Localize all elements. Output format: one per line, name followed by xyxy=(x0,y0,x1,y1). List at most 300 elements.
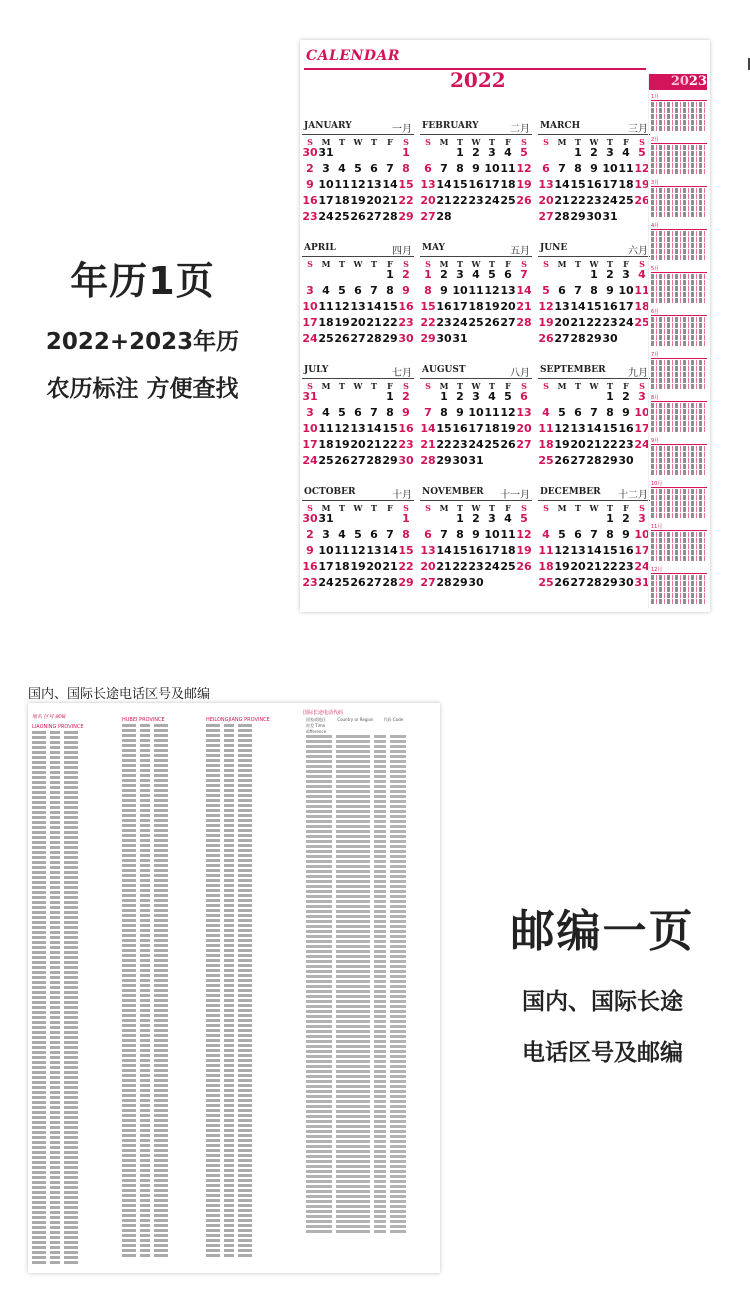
intl-row xyxy=(306,1140,436,1144)
day-cell xyxy=(586,513,602,529)
weekday-letter: S xyxy=(521,381,527,391)
day-cell xyxy=(436,423,452,439)
month-name-en: DECEMBER xyxy=(540,487,601,497)
day-number: 5 xyxy=(542,284,550,297)
day-cell xyxy=(366,391,382,407)
weekday-letter: T xyxy=(575,381,581,391)
day-cell xyxy=(350,513,366,529)
day-number: 20 xyxy=(516,422,532,435)
day-cell xyxy=(350,163,366,179)
day-cell xyxy=(586,423,602,439)
day-cell xyxy=(350,407,366,423)
intl-row xyxy=(306,750,436,754)
intl-row xyxy=(306,875,436,879)
day-cell xyxy=(484,545,500,561)
mini-week-row xyxy=(651,335,707,340)
day-number: 30 xyxy=(602,332,618,345)
postcode-row xyxy=(122,1164,172,1168)
weekday-letter: F xyxy=(505,137,511,147)
postcode-row xyxy=(206,849,270,853)
day-number: 31 xyxy=(318,146,334,159)
day-cell xyxy=(302,301,318,317)
weekday-letter: W xyxy=(589,381,599,391)
postcode-row xyxy=(206,994,270,998)
mini-week-row xyxy=(651,329,707,334)
postcode-row xyxy=(206,1189,270,1193)
day-cell xyxy=(570,407,586,423)
day-number: 18 xyxy=(484,422,500,435)
weekday-letter: W xyxy=(589,503,599,513)
lunar-note xyxy=(586,345,602,349)
day-cell xyxy=(334,179,350,195)
lunar-note xyxy=(302,589,318,593)
day-cell xyxy=(366,407,382,423)
day-number: 31 xyxy=(602,210,618,223)
day-number: 10 xyxy=(618,284,634,297)
day-number: 14 xyxy=(382,178,398,191)
day-cell xyxy=(602,195,618,211)
day-cell xyxy=(602,529,618,545)
day-cell xyxy=(318,561,334,577)
day-cell xyxy=(468,269,484,285)
day-number: 26 xyxy=(538,332,554,345)
day-cell xyxy=(570,455,586,471)
day-cell xyxy=(618,269,634,285)
day-number: 20 xyxy=(366,560,382,573)
day-cell xyxy=(436,545,452,561)
day-cell xyxy=(302,439,318,455)
lunar-note xyxy=(538,589,554,593)
postcode-row xyxy=(122,734,172,738)
day-cell xyxy=(602,545,618,561)
day-number: 1 xyxy=(440,390,448,403)
day-cell xyxy=(302,211,318,227)
postcode-row xyxy=(32,1211,84,1215)
postcode-row xyxy=(206,959,270,963)
intl-row xyxy=(306,1000,436,1004)
day-cell xyxy=(420,147,436,163)
weekday-letter: S xyxy=(307,259,313,269)
mini-week-row xyxy=(651,102,707,107)
day-number: 27 xyxy=(554,332,570,345)
day-number: 13 xyxy=(366,178,382,191)
postcode-row xyxy=(122,1044,172,1048)
day-number: 19 xyxy=(334,438,350,451)
day-number: 22 xyxy=(452,194,468,207)
day-cell xyxy=(398,577,414,593)
day-cell xyxy=(334,391,350,407)
day-cell xyxy=(302,179,318,195)
day-number: 9 xyxy=(306,544,314,557)
mini-week-row xyxy=(651,458,707,463)
day-cell xyxy=(618,529,634,545)
lunar-note xyxy=(516,207,532,211)
day-number: 3 xyxy=(472,390,480,403)
day-number: 14 xyxy=(436,178,452,191)
postcode-row xyxy=(206,1089,270,1093)
lunar-note xyxy=(516,329,532,333)
postcode-row xyxy=(32,1136,84,1140)
weekday-row xyxy=(538,381,650,391)
mini-month xyxy=(651,223,707,263)
weekday-letter: M xyxy=(439,503,449,513)
intl-row xyxy=(306,1195,436,1199)
day-cell xyxy=(602,317,618,333)
day-cell xyxy=(538,455,554,471)
day-cell xyxy=(366,423,382,439)
postcode-row xyxy=(32,1226,84,1230)
postcode-row xyxy=(32,751,84,755)
postcode-row xyxy=(32,1076,84,1080)
postcode-row xyxy=(206,809,270,813)
day-cell xyxy=(382,407,398,423)
day-cell xyxy=(468,577,484,593)
day-cell xyxy=(420,529,436,545)
day-number: 28 xyxy=(586,454,602,467)
day-cell xyxy=(318,301,334,317)
day-number: 17 xyxy=(452,300,468,313)
postcode-row xyxy=(122,799,172,803)
month-block xyxy=(538,486,650,604)
day-cell xyxy=(602,577,618,593)
month-block xyxy=(538,120,650,238)
day-number: 27 xyxy=(366,210,382,223)
day-number: 30 xyxy=(436,332,452,345)
day-cell xyxy=(398,407,414,423)
day-number: 10 xyxy=(602,162,618,175)
day-number: 15 xyxy=(436,422,452,435)
day-cell xyxy=(452,545,468,561)
postcode-row xyxy=(122,1209,172,1213)
mini-week-row xyxy=(651,587,707,592)
postcode-row xyxy=(206,1149,270,1153)
day-number: 23 xyxy=(398,438,414,451)
day-cell xyxy=(436,333,452,349)
day-cell xyxy=(516,513,532,529)
postcode-row xyxy=(32,1166,84,1170)
day-number: 24 xyxy=(452,316,468,329)
day-cell xyxy=(318,455,334,471)
day-cell xyxy=(334,561,350,577)
mini-month xyxy=(651,137,707,177)
weekday-row xyxy=(538,503,650,513)
postcode-row xyxy=(122,1089,172,1093)
day-cell xyxy=(586,561,602,577)
month-name-cn: 十月 xyxy=(392,490,412,501)
day-cell xyxy=(602,561,618,577)
day-number: 1 xyxy=(424,268,432,281)
day-cell xyxy=(484,179,500,195)
day-cell xyxy=(538,147,554,163)
weekday-letter: T xyxy=(489,137,495,147)
postcode-row xyxy=(122,774,172,778)
day-number: 1 xyxy=(606,390,614,403)
postcode-row xyxy=(122,974,172,978)
lunar-note xyxy=(602,467,618,471)
day-number: 11 xyxy=(484,406,500,419)
day-number: 21 xyxy=(436,194,452,207)
postcode-row xyxy=(32,996,84,1000)
lunar-note xyxy=(318,345,334,349)
postcode-row xyxy=(206,834,270,838)
month-header xyxy=(420,242,532,257)
day-number: 17 xyxy=(484,544,500,557)
day-cell xyxy=(350,545,366,561)
day-cell xyxy=(538,561,554,577)
day-number: 27 xyxy=(570,454,586,467)
day-cell xyxy=(420,513,436,529)
day-cell xyxy=(554,513,570,529)
intl-row xyxy=(306,920,436,924)
weekday-letter: T xyxy=(607,137,613,147)
day-number: 13 xyxy=(538,178,554,191)
day-cell xyxy=(318,285,334,301)
postcode-row xyxy=(32,1206,84,1210)
postcode-row xyxy=(122,1029,172,1033)
postcode-row xyxy=(122,1049,172,1053)
lunar-note xyxy=(618,589,634,593)
day-cell xyxy=(398,333,414,349)
day-cell xyxy=(570,163,586,179)
postcode-row xyxy=(122,759,172,763)
mini-month-label: 1月 xyxy=(651,94,707,101)
day-number: 8 xyxy=(456,528,464,541)
day-number: 3 xyxy=(488,146,496,159)
day-cell xyxy=(468,561,484,577)
day-cell xyxy=(586,577,602,593)
day-number: 5 xyxy=(558,406,566,419)
day-number: 22 xyxy=(398,560,414,573)
postcode-row xyxy=(32,966,84,970)
lunar-note xyxy=(586,467,602,471)
weekday-letter: S xyxy=(639,259,645,269)
intl-row xyxy=(306,840,436,844)
postcode-row xyxy=(32,946,84,950)
day-number: 8 xyxy=(574,162,582,175)
day-number: 29 xyxy=(452,576,468,589)
day-cell xyxy=(398,195,414,211)
day-number: 30 xyxy=(452,454,468,467)
day-number: 27 xyxy=(516,438,532,451)
lunar-note xyxy=(554,589,570,593)
day-number: 3 xyxy=(322,528,330,541)
mini-week-row xyxy=(651,255,707,260)
postcode-row xyxy=(32,736,84,740)
day-cell xyxy=(586,195,602,211)
postcode-row xyxy=(122,1009,172,1013)
day-cell xyxy=(484,195,500,211)
intl-row xyxy=(306,980,436,984)
weekday-letter: T xyxy=(339,503,345,513)
day-number: 16 xyxy=(302,560,318,573)
weekday-letter: W xyxy=(471,137,481,147)
intl-row xyxy=(306,855,436,859)
postcode-row xyxy=(206,1119,270,1123)
day-cell xyxy=(302,391,318,407)
intl-row xyxy=(306,1135,436,1139)
day-number: 8 xyxy=(402,162,410,175)
day-cell xyxy=(350,147,366,163)
postcode-row xyxy=(122,1074,172,1078)
weekday-letter: W xyxy=(471,503,481,513)
intl-row xyxy=(306,1225,436,1229)
postcode-row xyxy=(32,801,84,805)
day-cell xyxy=(554,545,570,561)
postcode-row xyxy=(32,1081,84,1085)
day-number: 14 xyxy=(366,422,382,435)
postcode-row xyxy=(122,874,172,878)
day-number: 4 xyxy=(542,528,550,541)
day-number: 29 xyxy=(420,332,436,345)
promo-postcode-line3: 电话区号及邮编 xyxy=(522,1040,683,1066)
postcode-row xyxy=(32,791,84,795)
day-cell xyxy=(468,513,484,529)
postcode-row xyxy=(32,901,84,905)
day-number: 23 xyxy=(618,560,634,573)
lunar-note xyxy=(452,207,468,211)
day-cell xyxy=(484,163,500,179)
day-cell xyxy=(398,211,414,227)
mini-week-row xyxy=(651,298,707,303)
day-number: 23 xyxy=(398,316,414,329)
intl-row xyxy=(306,740,436,744)
day-cell xyxy=(516,301,532,317)
day-cell xyxy=(516,317,532,333)
day-grid xyxy=(420,391,532,471)
postcode-row xyxy=(32,861,84,865)
postcode-row xyxy=(32,936,84,940)
lunar-note xyxy=(602,589,618,593)
postcode-row xyxy=(122,944,172,948)
day-cell xyxy=(570,577,586,593)
day-cell xyxy=(382,545,398,561)
day-cell xyxy=(586,269,602,285)
day-number: 21 xyxy=(586,438,602,451)
day-number: 14 xyxy=(420,422,436,435)
day-cell xyxy=(538,577,554,593)
month-block xyxy=(302,364,414,482)
postcode-row xyxy=(122,1234,172,1238)
day-cell xyxy=(586,529,602,545)
postcode-row xyxy=(206,1129,270,1133)
month-header xyxy=(420,364,532,379)
day-number: 13 xyxy=(366,544,382,557)
day-number: 18 xyxy=(500,178,516,191)
day-cell xyxy=(382,285,398,301)
day-number: 27 xyxy=(350,454,366,467)
day-cell xyxy=(382,163,398,179)
postcode-row xyxy=(206,864,270,868)
postcode-row xyxy=(32,1121,84,1125)
day-cell xyxy=(554,179,570,195)
mini-week-row xyxy=(651,114,707,119)
day-number: 17 xyxy=(484,178,500,191)
day-number: 2 xyxy=(456,390,464,403)
month-name-en: JULY xyxy=(304,365,329,375)
postcode-row xyxy=(32,1156,84,1160)
day-cell xyxy=(420,301,436,317)
day-number: 7 xyxy=(424,406,432,419)
postcode-row xyxy=(122,939,172,943)
day-cell xyxy=(382,211,398,227)
day-cell xyxy=(302,455,318,471)
day-number: 22 xyxy=(602,438,618,451)
postcode-row xyxy=(122,999,172,1003)
day-number: 7 xyxy=(440,528,448,541)
intl-row xyxy=(306,820,436,824)
day-cell xyxy=(554,439,570,455)
weekday-letter: M xyxy=(321,137,331,147)
day-number: 28 xyxy=(586,576,602,589)
mini-month-label: 9月 xyxy=(651,438,707,445)
postcode-row xyxy=(122,1079,172,1083)
day-number: 21 xyxy=(366,316,382,329)
postcode-row xyxy=(122,1214,172,1218)
postcode-row xyxy=(122,1224,172,1228)
day-cell xyxy=(500,439,516,455)
day-number: 30 xyxy=(468,576,484,589)
postcode-row xyxy=(206,794,270,798)
postcode-row xyxy=(122,934,172,938)
weekday-letter: M xyxy=(439,259,449,269)
day-number: 24 xyxy=(484,194,500,207)
mini-week-row xyxy=(651,403,707,408)
day-cell xyxy=(302,195,318,211)
day-number: 14 xyxy=(382,544,398,557)
postcode-row xyxy=(206,924,270,928)
day-number: 16 xyxy=(618,422,634,435)
intl-col-cn: 国家或地区 xyxy=(306,717,326,722)
postcode-row xyxy=(206,724,270,728)
day-cell xyxy=(452,407,468,423)
day-cell xyxy=(318,163,334,179)
day-cell xyxy=(302,269,318,285)
mini-week-row xyxy=(651,194,707,199)
day-cell xyxy=(554,147,570,163)
day-number: 4 xyxy=(488,390,496,403)
lunar-note xyxy=(334,345,350,349)
day-cell xyxy=(366,577,382,593)
day-cell xyxy=(302,163,318,179)
lunar-note xyxy=(302,345,318,349)
day-cell xyxy=(586,439,602,455)
postcode-row xyxy=(122,879,172,883)
postcode-row xyxy=(32,731,84,735)
day-number: 6 xyxy=(370,528,378,541)
postcode-row xyxy=(206,914,270,918)
postcode-row xyxy=(122,739,172,743)
day-cell xyxy=(602,269,618,285)
lunar-note xyxy=(398,589,414,593)
day-cell xyxy=(538,529,554,545)
day-cell xyxy=(436,407,452,423)
postcode-row xyxy=(122,814,172,818)
postcode-row xyxy=(122,899,172,903)
day-cell xyxy=(334,211,350,227)
day-number: 12 xyxy=(334,422,350,435)
postcode-row xyxy=(32,811,84,815)
day-number: 31 xyxy=(302,390,318,403)
intl-row xyxy=(306,915,436,919)
day-number: 20 xyxy=(350,316,366,329)
lunar-note xyxy=(398,467,414,471)
day-cell xyxy=(452,577,468,593)
postcode-row xyxy=(122,954,172,958)
day-number: 23 xyxy=(618,438,634,451)
day-cell xyxy=(436,285,452,301)
postcode-row xyxy=(122,1179,172,1183)
day-number: 22 xyxy=(586,316,602,329)
